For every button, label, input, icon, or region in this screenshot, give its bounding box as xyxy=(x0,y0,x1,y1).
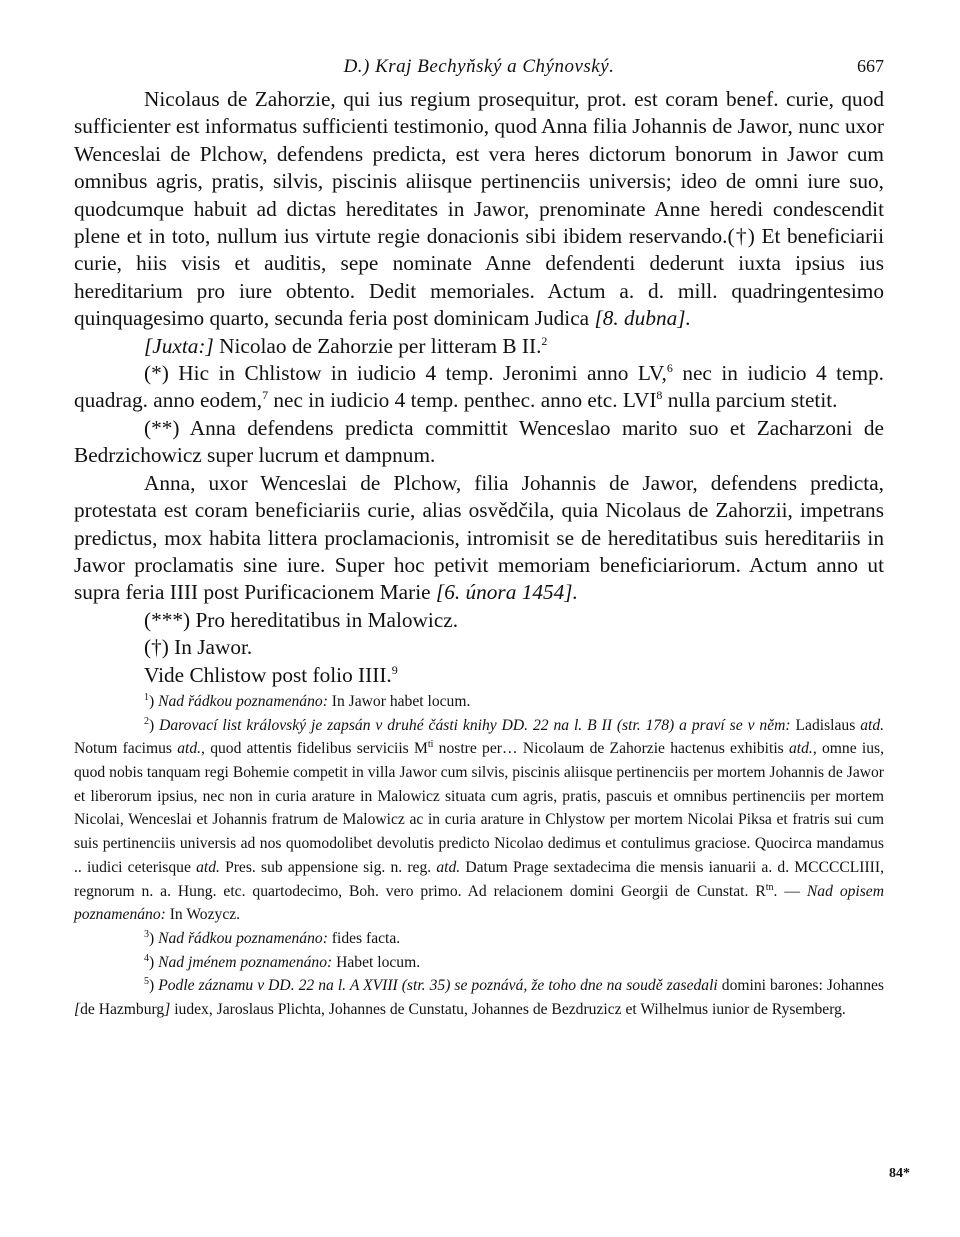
date-note: [6. února 1454]. xyxy=(435,580,578,605)
page-number: 667 xyxy=(857,56,884,76)
footnote-text: , omne ius, quod nobis tanquam regi Bohemie competit in villa Jawor cum silvis, piscinis aliisque pertinenciis per mortem Johannis de Jawor et liberorum ipsius, nec non in curia arature in Malowicz situata cum agris, pratis, pascuis et omnibus pertinenciis per mortem Nicolai, Wenceslai et Johannis fratrum de Malowicz ac in curia arature in Chlystow per mortem Nicolai Piksa et fratris sui cum suis pertinenciis universis ad nos quomodolibet devolutis predicto Nicolao dedimus et contulimus graciose. Quocirca mandamus .. iudici ceterisque xyxy=(74,740,884,876)
paragraph-3-text-d: nulla parcium stetit. xyxy=(662,388,838,413)
footnote-mark: 1 xyxy=(144,691,149,703)
footnote-ref: 9 xyxy=(391,662,398,677)
footnote-bracket: ] xyxy=(164,1001,171,1019)
footnote-superscript: tn xyxy=(765,881,774,893)
paragraph-3-text-a: (*) Hic in Chlistow in iudicio 4 temp. Jeronimi anno LV, xyxy=(144,361,667,386)
footnote-text: iudex, Jaroslaus Plichta, Johannes de Cunstatu, Johannes de Bezdruzicz et Wilhelmus iunior de Rysemberg. xyxy=(170,1001,846,1019)
footnote-ref: 8 xyxy=(656,388,663,403)
paragraph-6: (***) Pro hereditatibus in Malowicz. xyxy=(144,607,459,632)
paragraph-8-text: Vide Chlistow post folio IIII. xyxy=(144,662,392,687)
footnote-5: $^5$) Podle záznamu v DD. 22 na l. A XVIII (str. 35) se poznává, že toho dne na soudě zasedali domini barones: Johannes [de Hazmburg] iudex, Jaroslaus Plichta, Johannes de Cunstatu, Johannes de Bezdruzicz et Wilhelmus iunior de Rysemberg. xyxy=(74,976,884,1019)
paragraph-3 xyxy=(74,360,884,415)
footnote-italic: Nad jménem poznamenáno: xyxy=(158,953,333,971)
footnote-italic: atd. xyxy=(789,740,813,758)
paragraph-5 xyxy=(74,470,884,607)
footnote-italic: Podle záznamu v DD. 22 na l. A XVIII (str. 35) se poznává, že toho dne na soudě zasedali xyxy=(158,977,718,995)
footnote-ref: 7 xyxy=(262,388,269,403)
footnote-mark: 2 xyxy=(144,715,149,727)
paragraph-4: (**) Anna defendens predicta committit Wenceslao marito suo et Zacharzoni de Bedrzichowicz super lucrum et dampnum. xyxy=(74,415,884,468)
main-text xyxy=(74,86,884,689)
footnote-italic: Nad řádkou poznamenáno: xyxy=(158,692,328,710)
footnote-superscript: ti xyxy=(427,739,434,751)
footnote-italic: atd. xyxy=(860,716,885,734)
footnote-ref: 2 xyxy=(541,333,548,348)
footnote-mark: 5 xyxy=(144,976,149,988)
page-header xyxy=(74,56,884,86)
running-title: D.) Kraj Bechyňský a Chýnovský. xyxy=(343,56,615,77)
page xyxy=(74,56,884,1022)
footnote-text: In Wozycz. xyxy=(165,906,241,924)
footnote-text: nostre per… Nicolaum de Zahorzie hactenus exhibitis xyxy=(433,740,789,758)
footnote-italic: atd. xyxy=(196,858,220,876)
footnote-mark: 4 xyxy=(144,952,149,964)
footnote-text: fides facta. xyxy=(327,929,401,947)
footnote-4: $^4$) Nad jménem poznamenáno: Habet locum. xyxy=(144,952,421,971)
footnote-italic: atd. xyxy=(177,740,202,758)
paragraph-2 xyxy=(74,333,884,360)
footnote-3: $^3$) Nad řádkou poznamenáno: fides facta. xyxy=(144,928,401,947)
footnote-1: $^1$) Nad řádkou poznamenáno: In Jawor habet locum. xyxy=(144,691,471,710)
footnote-text: Pres. sub appensione sig. n. reg. xyxy=(219,858,437,876)
footnote-italic: Nad řádkou poznamenáno: xyxy=(158,929,328,947)
paragraph-5-text: Anna, uxor Wenceslai de Plchow, filia Johannis de Jawor, defendens predicta, protestata est coram beneficiariis curie, alias osvědčila, quia Nicolaus de Zahorzii, impetrans predictus, mox habita littera proclamacionis, intromisit se de hereditatibus suis hereditariis in Jawor proclamatis sine iure. Super hoc petivit memoriam beneficiariorum. Actum anno ut supra feria IIII post Purificacionem Marie xyxy=(74,470,884,605)
footnote-text: Datum Prage sextadecima die mensis ianuarii a. d. MCCCCLIIII, regnorum n. a. Hung. etc. quartodecimo, Boh. vero primo. Ad relacionem domini Georgii de Cunstat. R xyxy=(74,858,884,900)
footnotes xyxy=(74,690,884,1022)
paragraph-1 xyxy=(74,86,884,333)
paragraph-7: (†) In Jawor. xyxy=(144,635,253,660)
signature-mark: 84* xyxy=(889,1166,910,1181)
footnote-italic: atd. xyxy=(436,858,461,876)
paragraph-1-text: Nicolaus de Zahorzie, qui ius regium prosequitur, prot. est coram benef. curie, quod sufficienter est informatus sufficienti testimonio, quod Anna filia Johannis de Jawor, nunc uxor Wenceslai de Plchow, defendens predicta, est vera heres dictorum bonorum in Jawor cum omnibus agris, pratis, silvis, piscinis aliisque pertinenciis universis; ideo de omni iure suo, quodcumque habuit ad dictas hereditates in Jawor, prenominate Anne heredi condescendit plene et in toto, nullum ius virtute regie donacionis sibi ibidem reservando.(†) Et beneficiarii curie, hiis visis et auditis, sepe nominate Anne defendenti dederunt iuxta ipsius ius hereditarium pro iure obtento. Dedit memoriales. Actum a. d. mill. quadringentesimo quinquagesimo quarto, secunda feria post dominicam Judica xyxy=(74,87,884,331)
paragraph-3-text-b: nec in iudicio 4 temp. quadrag. anno eodem, xyxy=(74,361,884,413)
footnote-text: Habet locum. xyxy=(332,953,421,971)
footnote-italic: Nad opisem poznamenáno: xyxy=(74,882,884,924)
footnote-text: Notum facimus xyxy=(74,740,178,758)
footnote-2: $^2$) Darovací list královský je zapsán v druhé části knihy DD. 22 na l. B II (str. 178) a praví se v něm: Ladislaus atd. Notum facimus atd., quod attentis fidelibus serviciis $M^{ti}$ nostre per… Nicolaum de Zahorzie hactenus exhibitis atd., omne ius, quod nobis tanquam regi Bohemie competit in villa Jawor cum silvis, piscinis aliisque pertinenciis per mortem Johannis de Jawor et liberorum ipsius, nec non in curia arature in Malowicz situata cum agris, pratis, pascuis et omnibus pertinenciis per mortem Nicolai, Wenceslai et Johannis fratrum de Malowicz ac in curia arature in Chlystow per mortem Nicolai Piksa et fratris sui cum suis pertinenciis universis ad nos quomodolibet devolutis predicto Nicolao dedimus et contulimus graciose. Quocirca mandamus .. iudici ceterisque atd. Pres. sub appensione sig. n. reg. atd. Datum Prage sextadecima die mensis ianuarii a. d. MCCCCLIIII, regnorum n. a. Hung. etc. quartodecimo, Boh. vero primo. Ad relacionem domini Georgii de Cunstat. $R^{tn}$. — Nad opisem poznamenáno: In Wozycz. xyxy=(74,715,885,924)
juxta-label: [Juxta:] xyxy=(144,333,214,358)
date-note: [8. dubna]. xyxy=(594,306,691,331)
footnote-text: de Hazmburg xyxy=(80,1001,165,1019)
paragraph-2-text: Nicolao de Zahorzie per litteram B II. xyxy=(213,333,542,358)
footnote-text: domini barones: Johannes xyxy=(717,977,884,995)
footnote-text: , quod attentis fidelibus serviciis M xyxy=(201,740,428,758)
footnote-italic: Darovací list královský je zapsán v druhé části knihy DD. 22 na l. B II (str. 178) a praví se v něm: xyxy=(159,716,791,734)
footnote-ref: 6 xyxy=(666,361,673,376)
paragraph-8 xyxy=(74,662,884,689)
footnote-mark: 3 xyxy=(144,928,149,940)
footnote-bracket: [ xyxy=(74,1001,81,1019)
footnote-text: In Jawor habet locum. xyxy=(327,692,471,710)
paragraph-3-text-c: nec in iudicio 4 temp. penthec. anno etc. LVI xyxy=(268,388,657,413)
footnote-text: . — xyxy=(773,882,807,900)
footnote-text: Ladislaus xyxy=(790,716,861,734)
